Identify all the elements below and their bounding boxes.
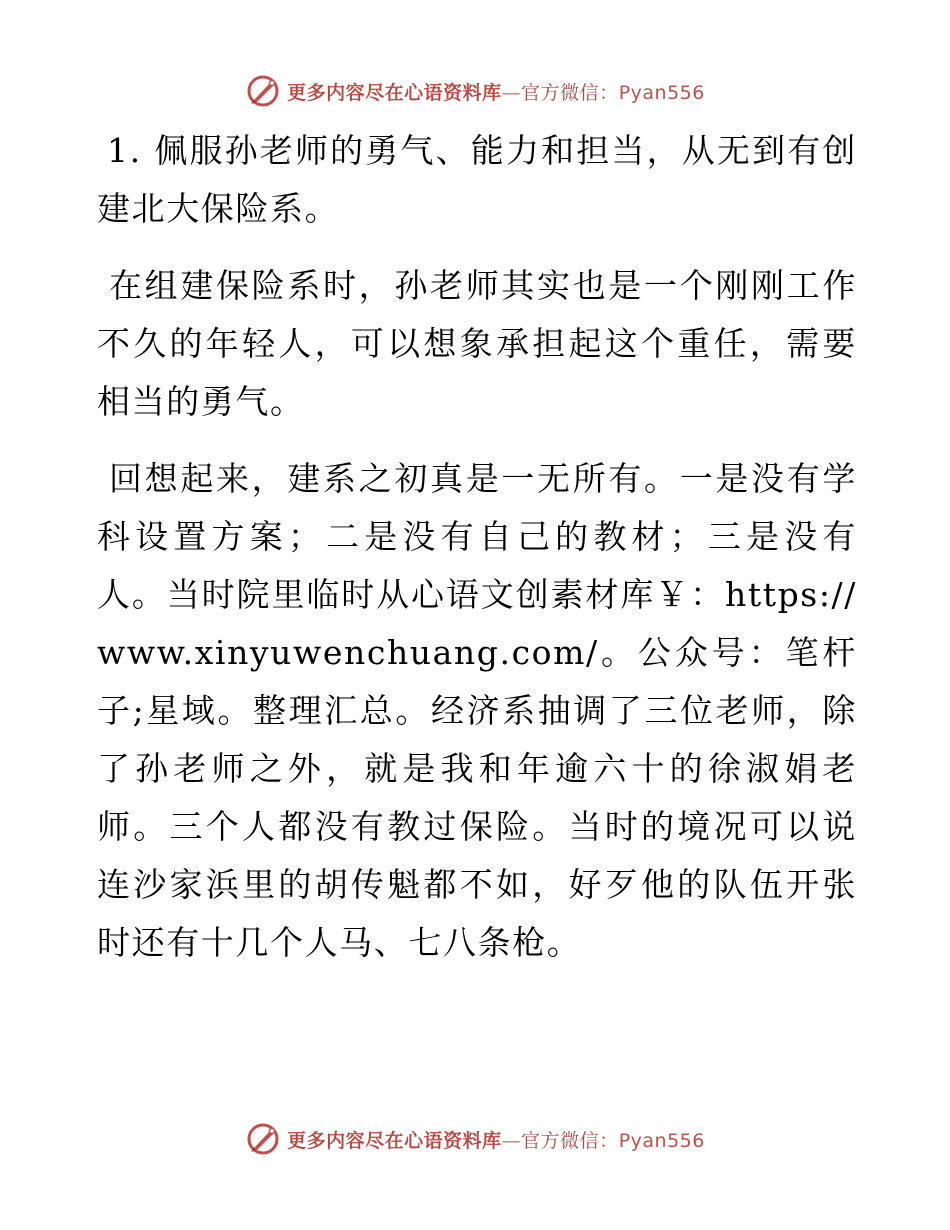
- quill-pen-circle-icon: [245, 73, 281, 109]
- watermark-label: 官方微信：: [521, 1129, 619, 1152]
- header-watermark: [0, 71, 950, 111]
- document-body: [97, 122, 857, 991]
- watermark-dash: —: [501, 1129, 522, 1152]
- paragraph-1: 1. 佩服孙老师的勇气、能力和担当，从无到有创建北大保险系。: [97, 131, 857, 228]
- watermark-label: 官方微信：: [521, 81, 619, 104]
- paragraph-2: 在组建保险系时，孙老师其实也是一个刚刚工作不久的年轻人，可以想象承担起这个重任，需要相当的勇气。: [97, 266, 857, 421]
- watermark-text: [287, 78, 705, 105]
- paragraph-3: 回想起来，建系之初真是一无所有。一是没有学科设置方案；二是没有自己的教材；三是没有人。当时院里临时从心语文创素材库￥：https://www.xinyuwenchuang.com/。公众号：笔杆子;星域。整理汇总。经济系抽调了三位老师，除了孙老师之外，就是我和年逾六十的徐淑娟老师。三个人都没有教过保险。当时的境况可以说连沙家浜里的胡传魁都不如，好歹他的队伍开张时还有十几个人马、七八条枪。: [97, 459, 857, 962]
- watermark-text: [287, 1126, 705, 1153]
- watermark-dash: —: [501, 81, 522, 104]
- watermark-brand: 更多内容尽在心语资料库: [287, 81, 502, 104]
- footer-watermark: [0, 1119, 950, 1159]
- watermark-brand: 更多内容尽在心语资料库: [287, 1129, 502, 1152]
- watermark-wechat-id: Pyan556: [618, 1129, 705, 1152]
- watermark-wechat-id: Pyan556: [618, 81, 705, 104]
- quill-pen-circle-icon: [245, 1121, 281, 1157]
